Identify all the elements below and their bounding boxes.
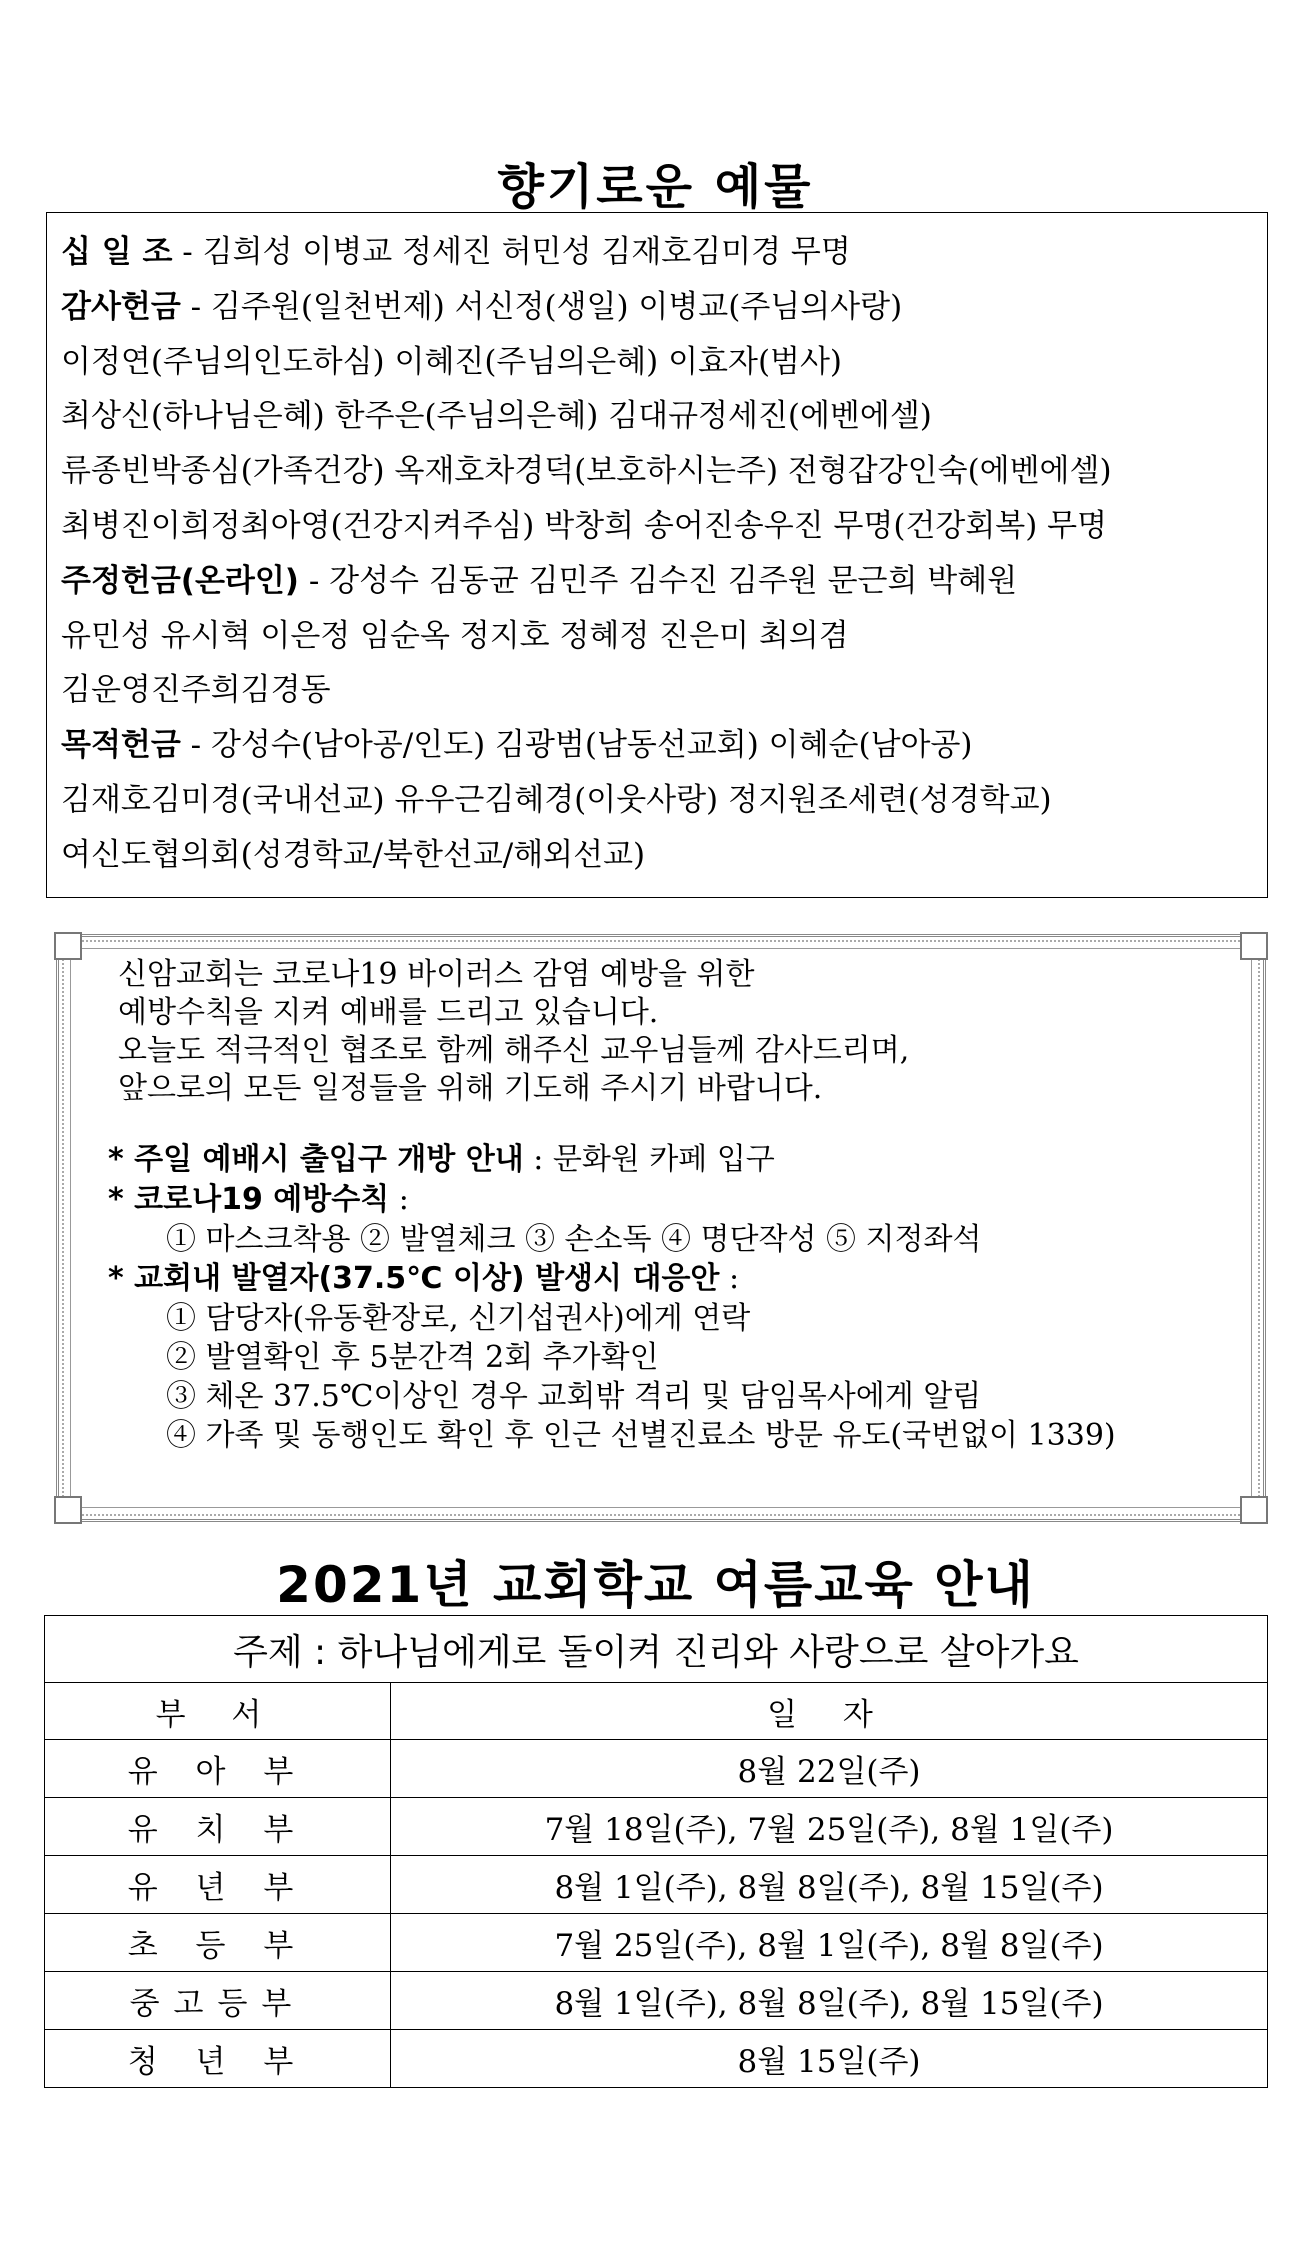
frame-corner-ornament: [54, 932, 82, 960]
column-header-department: 부 서: [45, 1683, 391, 1740]
offering-line: [61, 828, 1267, 883]
offering-label: 십 일 조: [61, 234, 173, 270]
entrance-label: * 주일 예배시 출입구 개방 안내: [108, 1142, 524, 1177]
offering-names: - 강성수(남아공/인도) 김광범(남동선교회) 이혜순(남아공): [180, 727, 973, 764]
prevention-rules-heading: [108, 1180, 1236, 1220]
offering-names: 이정연(주님의인도하심) 이혜진(주님의은혜) 이효자(범사): [61, 343, 843, 380]
column-header-dates: 일 자: [391, 1683, 1268, 1740]
dates-cell: 8월 15일(주): [391, 2030, 1268, 2088]
department-cell: 유 아 부: [45, 1740, 391, 1798]
notice-intro-line: 신암교회는 코로나19 바이러스 감염 예방을 위한: [118, 957, 755, 992]
offering-line: [61, 554, 1267, 609]
prevention-rules-colon: :: [389, 1182, 409, 1217]
offering-line: [61, 609, 1267, 664]
dates-cell: 8월 1일(주), 8월 8일(주), 8월 15일(주): [391, 1972, 1268, 2030]
offering-label: 주정헌금(온라인): [61, 562, 299, 599]
fever-plan-colon: :: [719, 1261, 740, 1296]
frame-corner-ornament: [1240, 932, 1268, 960]
offering-names: 김운영진주희김경동: [61, 672, 331, 709]
table-row: [45, 1914, 1268, 1972]
fever-plan-step: ① 담당자(유동환장로, 신기섭권사)에게 연락: [166, 1301, 751, 1336]
prevention-rules-label: * 코로나19 예방수칙: [108, 1182, 390, 1217]
notice-text: [108, 956, 1236, 1455]
offering-line: [61, 280, 1267, 335]
frame-corner-ornament: [54, 1496, 82, 1524]
department-cell: 유 년 부: [45, 1856, 391, 1914]
offering-line: [61, 663, 1267, 718]
prevention-rules-items: ① 마스크착용 ② 발열체크 ③ 손소독 ④ 명단작성 ⑤ 지정좌석: [166, 1222, 982, 1257]
dates-cell: 8월 1일(주), 8월 8일(주), 8월 15일(주): [391, 1856, 1268, 1914]
fever-plan-step: ④ 가족 및 동행인도 확인 후 인근 선별진료소 방문 유도(국번없이 1339): [166, 1418, 1116, 1453]
fever-plan-heading: [108, 1259, 1236, 1299]
table-row: [45, 1856, 1268, 1914]
offering-names: 최상신(하나님은혜) 한주은(주님의은혜) 김대규정세진(에벤에셀): [61, 398, 932, 435]
offering-label: 목적헌금: [61, 727, 181, 764]
offering-line: [61, 499, 1267, 554]
education-title: 2021년 교회학교 여름교육 안내: [276, 1556, 1035, 1614]
offering-names: 최병진이희정최아영(건강지켜주심) 박창희 송어진송우진 무명(건강회복) 무명: [61, 507, 1108, 544]
offering-names: - 강성수 김동균 김민주 김수진 김주원 문근희 박혜원: [298, 562, 1018, 599]
entrance-notice: [108, 1140, 1236, 1180]
offering-line: [61, 773, 1267, 828]
education-table: [44, 1615, 1268, 2088]
fever-plan-label: * 교회내 발열자(37.5℃ 이상) 발생시 대응안: [108, 1261, 720, 1296]
table-row: [45, 2030, 1268, 2088]
offering-line: [61, 444, 1267, 499]
notice-intro-line: 예방수칙을 지켜 예배를 드리고 있습니다.: [118, 995, 659, 1030]
dates-cell: 7월 25일(주), 8월 1일(주), 8월 8일(주): [391, 1914, 1268, 1972]
fever-plan-step: ② 발열확인 후 5분간격 2회 추가확인: [166, 1340, 659, 1375]
table-row: [45, 1972, 1268, 2030]
offering-line: [61, 389, 1267, 444]
offering-names: - 김희성 이병교 정세진 허민성 김재호김미경 무명: [172, 234, 851, 270]
offering-title: 향기로운 예물: [497, 159, 814, 215]
offering-box: [46, 212, 1268, 898]
fever-plan-step: ③ 체온 37.5℃이상인 경우 교회밖 격리 및 담임목사에게 알림: [166, 1379, 982, 1414]
offering-label: 감사헌금: [61, 288, 181, 325]
dates-cell: 7월 18일(주), 7월 25일(주), 8월 1일(주): [391, 1798, 1268, 1856]
offering-names: - 김주원(일천번제) 서신정(생일) 이병교(주님의사랑): [180, 288, 903, 325]
dates-cell: 8월 22일(주): [391, 1740, 1268, 1798]
offering-names: 유민성 유시혁 이은정 임순옥 정지호 정혜정 진은미 최의겸: [61, 617, 849, 654]
offering-names: 김재호김미경(국내선교) 유우근김혜경(이웃사랑) 정지원조세련(성경학교): [61, 781, 1052, 818]
department-cell: 초 등 부: [45, 1914, 391, 1972]
education-theme: 주제 : 하나님에게로 돌이켜 진리와 사랑으로 살아가요: [45, 1616, 1268, 1683]
offering-line: [61, 335, 1267, 390]
offering-line: [61, 718, 1267, 773]
table-row: [45, 1740, 1268, 1798]
department-cell: 중고등부: [45, 1972, 391, 2030]
notice-intro-line: 오늘도 적극적인 협조로 함께 해주신 교우님들께 감사드리며,: [118, 1033, 910, 1068]
frame-corner-ornament: [1240, 1496, 1268, 1524]
covid-notice-box: [56, 934, 1266, 1522]
department-cell: 청 년 부: [45, 2030, 391, 2088]
department-cell: 유 치 부: [45, 1798, 391, 1856]
entrance-value: : 문화원 카페 입구: [523, 1142, 775, 1177]
table-row: [45, 1798, 1268, 1856]
notice-intro-line: 앞으로의 모든 일정들을 위해 기도해 주시기 바랍니다.: [118, 1071, 823, 1106]
offering-names: 류종빈박종심(가족건강) 옥재호차경덕(보호하시는주) 전형갑강인숙(에벤에셀): [61, 453, 1112, 490]
offering-line: [61, 225, 1267, 280]
offering-names: 여신도협의회(성경학교/북한선교/해외선교): [61, 836, 646, 873]
